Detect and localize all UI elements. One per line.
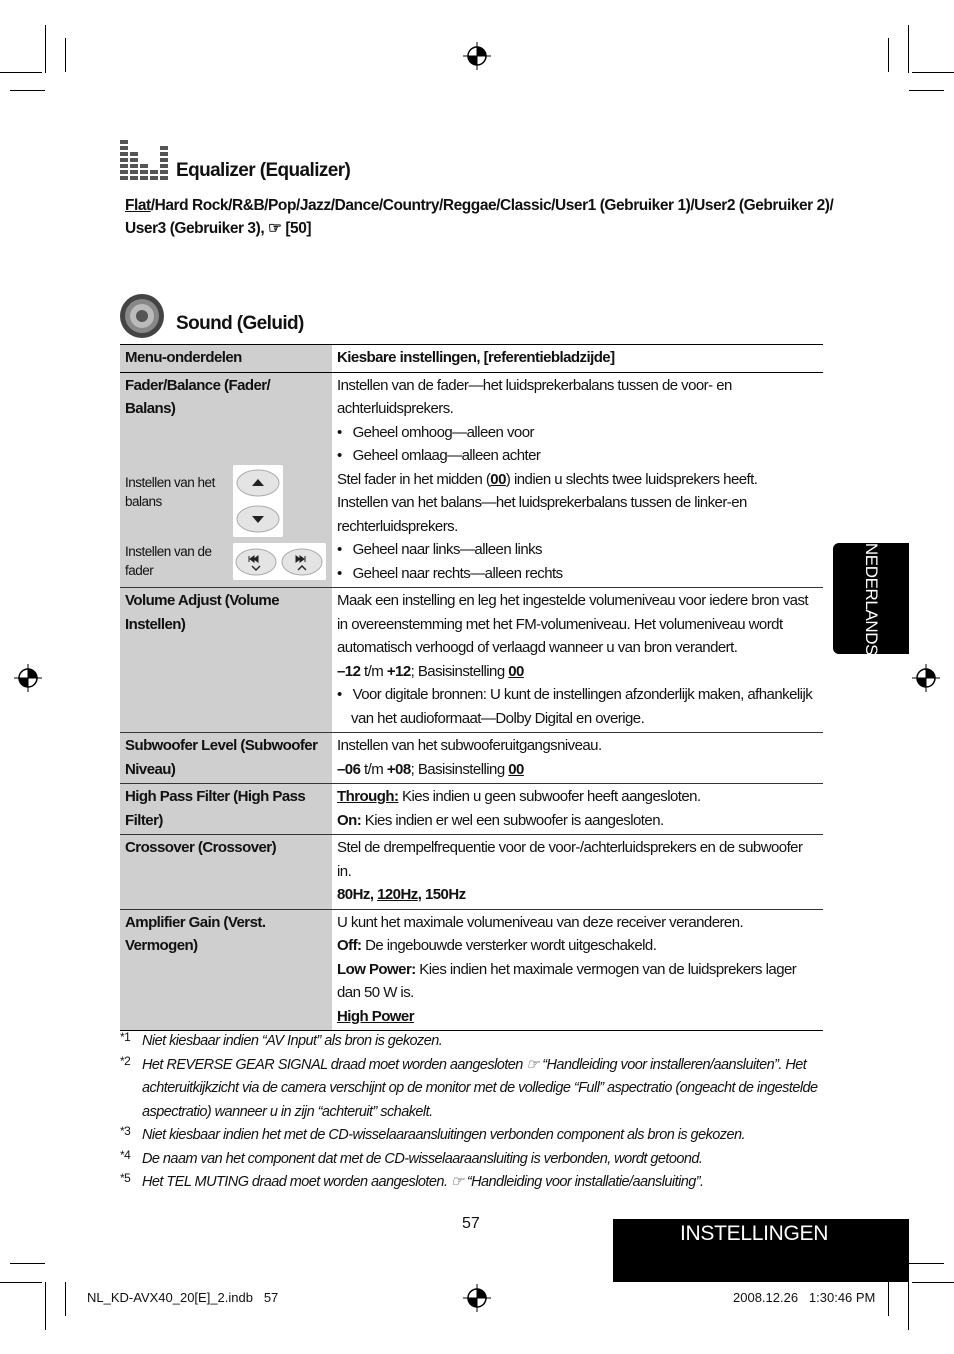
section-tab-label: INSTELLINGEN: [680, 1222, 829, 1245]
page-number: 57: [462, 1215, 480, 1232]
footnote: *3 Niet kiesbaar indien het met de CD-wisselaaraansluitingen verbonden component als bron is gekozen.: [120, 1124, 746, 1143]
equalizer-options-rest: /Hard Rock/R&B/Pop/Jazz/Dance/Country/Reggae/Classic/User1 (Gebruiker 1)/User2 (Gebruiker 2)/: [150, 197, 834, 214]
footnote: *5 Het TEL MUTING draad moet worden aangesloten. ☞ “Handleiding voor installatie/aansluiting”.: [120, 1171, 704, 1190]
table-row-hpf: [120, 784, 823, 835]
equalizer-option-default: Flat: [125, 197, 151, 214]
equalizer-heading: Equalizer (Equalizer): [176, 160, 351, 181]
fader-label: Instellen van de fader: [125, 543, 212, 578]
print-footer-timestamp: 2008.12.26 1:30:46 PM: [733, 1290, 876, 1305]
amp-off: Off: De ingebouwde versterker wordt uitgeschakeld.: [337, 937, 657, 954]
up-down-buttons-icon: [233, 465, 283, 537]
volume-range: –12 t/m +12; Basisinstelling 00: [337, 662, 524, 680]
list-item: • Geheel omhoog—alleen voor: [337, 423, 534, 441]
list-item: • Geheel naar links—alleen links: [337, 541, 543, 558]
subwoofer-item-name: Subwoofer Level (Subwoofer Niveau): [120, 733, 332, 784]
print-footer-file: NL_KD-AVX40_20[E]_2.indb 57: [87, 1290, 279, 1305]
footnote: *2 Het REVERSE GEAR SIGNAL draad moet worden aangesloten ☞ “Handleiding voor installeren/aansluiten”. Het achteruitkijkzicht via de camera verschijnt op de monitor met de volledige “Full” aspectratio (ongeacht de ingestelde aspectratio) wanneer u in zijn “achteruit” schakelt.: [120, 1053, 818, 1120]
table-row-amp: [120, 909, 823, 1031]
balance-description: Instellen van het balans—het luidsprekerbalans tussen de linker-en rechterluidsprekers.: [337, 494, 747, 535]
crossover-item-name: Crossover (Crossover): [120, 835, 332, 910]
sound-heading: Sound (Geluid): [176, 313, 304, 334]
crossover-description: Stel de drempelfrequentie voor de voor-/achterluidsprekers en de subwoofer in.: [337, 839, 803, 880]
fader-center-note: Stel fader in het midden (00) indien u slechts twee luidsprekers heeft.: [337, 470, 758, 488]
equalizer-icon: [120, 140, 168, 186]
equalizer-options: [125, 194, 834, 240]
volume-description: Maak een instelling en leg het ingestelde volumeniveau voor iedere bron vast in overeenstemming met het FM-volumeniveau. Het volumeniveau wordt automatisch verhoogd of verlaagd wanneer u van bron verandert.: [337, 592, 809, 656]
table-row-crossover: [120, 835, 823, 910]
list-item: • Geheel naar rechts—alleen rechts: [337, 564, 563, 582]
speaker-icon: [118, 292, 166, 340]
hpf-item-name: High Pass Filter (High Pass Filter): [120, 784, 332, 835]
list-item: • Geheel omlaag—alleen achter: [337, 447, 541, 464]
footnotes: [120, 1030, 825, 1195]
amp-low: Low Power: Kies indien het maximale vermogen van de luidsprekers lager dan 50 W is.: [337, 960, 797, 1001]
table-row-volume: [120, 588, 823, 733]
amp-high: High Power: [337, 1007, 415, 1025]
footnote: *1 Niet kiesbaar indien “AV Input” als bron is gekozen.: [120, 1030, 443, 1049]
list-item: • Voor digitale bronnen: U kunt de instellingen afzonderlijk maken, afhankelijk van het audioformaat—Dolby Digital en overige.: [337, 686, 813, 727]
column-header-menu: Menu-onderdelen: [120, 345, 332, 373]
hpf-on: On: Kies indien er wel een subwoofer is aangesloten.: [337, 811, 664, 829]
fader-description: Instellen van de fader—het luidsprekerbalans tussen de voor- en achterluidsprekers.: [337, 376, 732, 417]
amp-item-name: Amplifier Gain (Verst. Vermogen): [120, 909, 332, 1031]
hpf-through: Through: Kies indien u geen subwoofer heeft aangesloten.: [337, 788, 701, 805]
volume-item-name: Volume Adjust (Volume Instellen): [120, 588, 332, 733]
table-row-subwoofer: [120, 733, 823, 784]
prev-next-buttons-icon: [233, 543, 326, 580]
subwoofer-range: –06 t/m +08; Basisinstelling 00: [337, 760, 524, 778]
registration-mark-top-icon: [463, 42, 491, 70]
table-row-fader: [120, 372, 823, 588]
sound-settings-table: [120, 344, 823, 1031]
column-header-settings: Kiesbare instellingen, [referentiebladzijde]: [332, 345, 823, 373]
amp-description: U kunt het maximale volumeniveau van deze receiver veranderen.: [337, 913, 744, 931]
subwoofer-description: Instellen van het subwooferuitgangsniveau.: [337, 737, 602, 754]
registration-mark-right-icon: [912, 664, 940, 692]
language-side-tab: [833, 543, 909, 654]
crossover-options: 80Hz, 120Hz, 150Hz: [337, 886, 466, 903]
fader-item-name: Fader/Balance (Fader/ Balans): [125, 376, 271, 417]
table-header-row: [120, 345, 823, 373]
registration-mark-left-icon: [14, 664, 42, 692]
equalizer-options-line2: User3 (Gebruiker 3), ☞ [50]: [125, 220, 312, 237]
balance-label: Instellen van het balans: [125, 474, 215, 509]
language-tab-label: NEDERLANDS: [862, 542, 881, 656]
section-tab: [613, 1219, 909, 1282]
registration-mark-bottom-icon: [463, 1284, 491, 1312]
footnote: *4 De naam van het component dat met de CD-wisselaaraansluiting is verbonden, wordt getoond.: [120, 1147, 703, 1167]
